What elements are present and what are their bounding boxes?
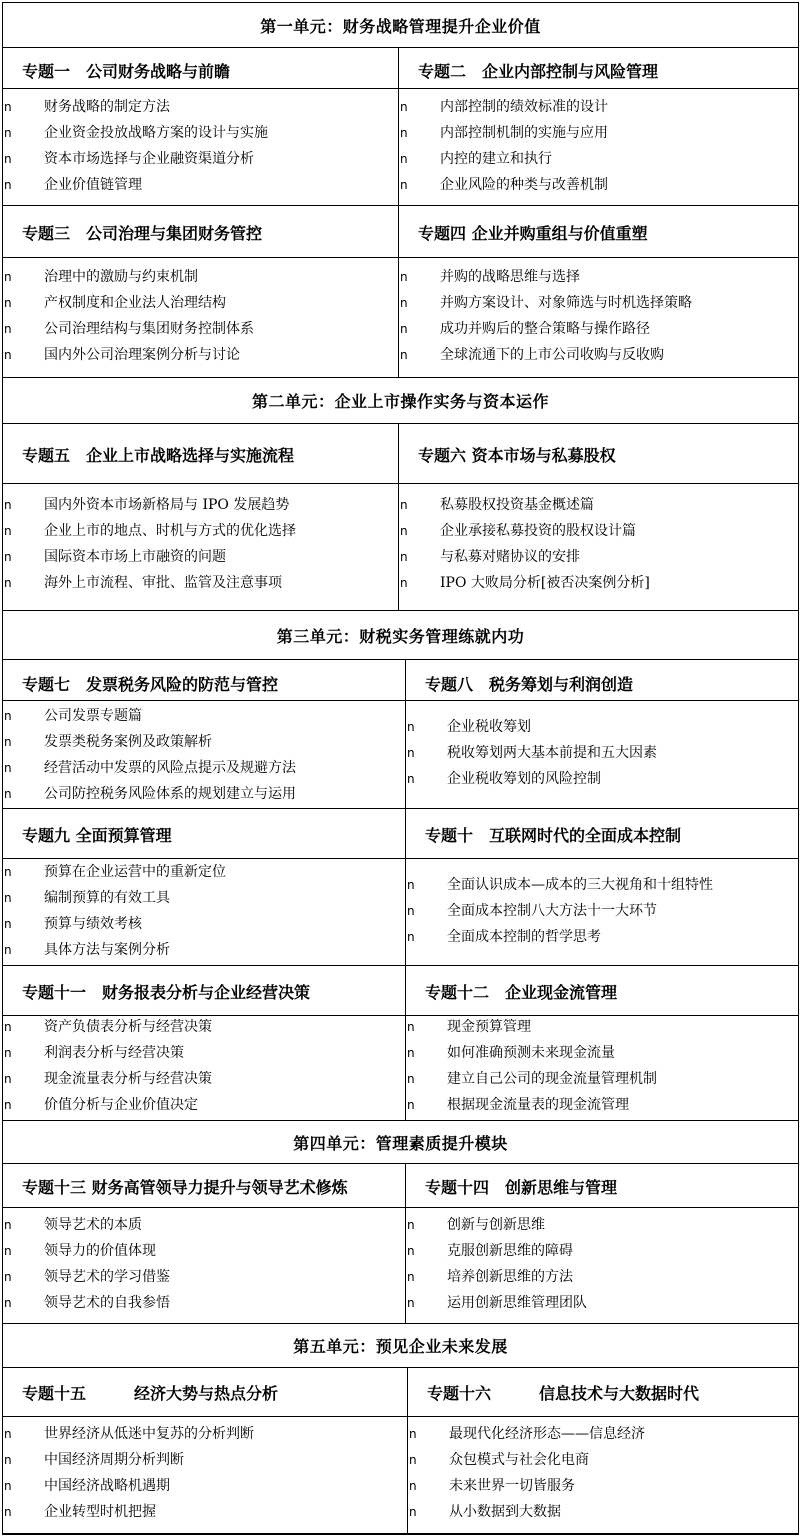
unit-header: 第一单元：财务战略管理提升企业价值 [2,2,799,48]
list-item-text: 内部控制的绩效标准的设计 [440,99,608,115]
bullet-marker: n [409,1427,417,1441]
list-item-text: 国际资本市场上市融资的问题 [44,549,226,565]
bullet-marker: n [400,152,408,166]
bullet-marker: n [407,1244,415,1258]
title-underline [2,257,799,258]
bullet-marker: n [4,735,12,749]
bullet-marker: n [400,178,408,192]
unit-header: 第三单元：财税实务管理练就内功 [2,610,799,660]
list-item-text: 企业税收筹划 [447,719,531,735]
bullet-marker: n [409,1479,417,1493]
list-item-text: 企业风险的种类与改善机制 [440,177,608,193]
title-underline [2,483,799,484]
list-item-text: 建立自己公司的现金流量管理机制 [447,1071,657,1087]
topic-title: 专题七 发票税务风险的防范与管控 [22,675,279,694]
list-item-text: 克服创新思维的障碍 [447,1243,573,1259]
list-item-text: 价值分析与企业价值决定 [44,1097,198,1113]
bullet-marker: n [400,322,408,336]
list-item-text: 根据现金流量表的现金流管理 [447,1097,629,1113]
list-item-text: 创新与创新思维 [447,1217,545,1233]
topic-title: 专题十 互联网时代的全面成本控制 [425,826,682,845]
title-underline [2,700,799,701]
column-divider [405,1164,406,1323]
topic-title: 专题九 全面预算管理 [22,826,172,845]
bullet-marker: n [409,1453,417,1467]
section-divider [2,1533,799,1534]
column-divider [398,424,399,610]
bullet-marker: n [4,152,12,166]
title-underline [2,1015,799,1016]
list-item-text: 企业价值链管理 [44,177,142,193]
bullet-marker: n [407,878,415,892]
section-divider [2,808,799,809]
bullet-marker: n [4,100,12,114]
bullet-marker: n [407,930,415,944]
list-item-text: 企业资金投放战略方案的设计与实施 [44,125,268,141]
list-item-text: 全面成本控制八大方法十一大环节 [447,903,657,919]
bullet-marker: n [407,1072,415,1086]
bullet-marker: n [407,1218,415,1232]
topic-title: 专题十二 企业现金流管理 [425,983,618,1002]
bullet-marker: n [4,1479,12,1493]
bullet-marker: n [4,576,12,590]
column-divider [405,965,406,1120]
list-item-text: 产权制度和企业法人治理结构 [44,295,226,311]
topic-title: 专题十四 创新思维与管理 [425,1178,618,1197]
list-item-text: 领导艺术的学习借鉴 [44,1269,170,1285]
topic-title: 专题四 企业并购重组与价值重塑 [418,224,648,243]
bullet-marker: n [4,1020,12,1034]
bullet-marker: n [400,550,408,564]
bullet-marker: n [400,576,408,590]
list-item-text: 众包模式与社会化电商 [449,1452,589,1468]
bullet-marker: n [4,296,12,310]
bullet-marker: n [407,772,415,786]
list-item-text: 海外上市流程、审批、监管及注意事项 [44,575,282,591]
bullet-marker: n [4,709,12,723]
list-item-text: 具体方法与案例分析 [44,942,170,958]
column-divider [398,205,399,377]
list-item-text: 领导力的价值体现 [44,1243,156,1259]
list-item-text: 治理中的激励与约束机制 [44,269,198,285]
list-item-text: 预算与绩效考核 [44,916,142,932]
bullet-marker: n [4,1505,12,1519]
list-item-text: 最现代化经济形态——信息经济 [449,1426,645,1442]
column-divider [398,48,399,205]
bullet-marker: n [4,178,12,192]
column-divider [405,660,406,808]
list-item-text: 财务战略的制定方法 [44,99,170,115]
list-item-text: 企业承接私募投资的股权设计篇 [440,523,636,539]
bullet-marker: n [4,943,12,957]
list-item-text: 公司发票专题篇 [44,708,142,724]
bullet-marker: n [4,126,12,140]
bullet-marker: n [4,524,12,538]
list-item-text: 国内外公司治理案例分析与讨论 [44,347,240,363]
bullet-marker: n [407,904,415,918]
bullet-marker: n [400,296,408,310]
bullet-marker: n [407,1020,415,1034]
list-item-text: 预算在企业运营中的重新定位 [44,864,226,880]
list-item-text: 企业税收筹划的风险控制 [447,771,601,787]
bullet-marker: n [4,891,12,905]
list-item-text: 国内外资本市场新格局与 IPO 发展趋势 [44,497,290,513]
bullet-marker: n [407,1046,415,1060]
bullet-marker: n [4,270,12,284]
column-divider [407,1368,408,1533]
list-item-text: IPO 大败局分析[被否决案例分析] [440,575,650,591]
bullet-marker: n [4,865,12,879]
title-underline [2,858,799,859]
bullet-marker: n [4,1072,12,1086]
bullet-marker: n [4,498,12,512]
bullet-marker: n [407,1270,415,1284]
bullet-marker: n [4,1098,12,1112]
list-item-text: 运用创新思维管理团队 [447,1295,587,1311]
section-divider [2,1323,799,1324]
section-divider [2,377,799,378]
list-item-text: 并购的战略思维与选择 [440,269,580,285]
list-item-text: 税收筹划两大基本前提和五大因素 [447,745,657,761]
bullet-marker: n [4,1046,12,1060]
list-item-text: 资产负债表分析与经营决策 [44,1019,212,1035]
bullet-marker: n [400,100,408,114]
list-item-text: 经营活动中发票的风险点提示及规避方法 [44,760,296,776]
topic-title: 专题六 资本市场与私募股权 [418,446,616,465]
list-item-text: 资本市场选择与企业融资渠道分析 [44,151,254,167]
list-item-text: 公司防控税务风险体系的规划建立与运用 [44,786,296,802]
bullet-marker: n [409,1505,417,1519]
unit-header: 第二单元：企业上市操作实务与资本运作 [2,377,799,424]
list-item-text: 发票类税务案例及政策解析 [44,734,212,750]
bullet-marker: n [407,1296,415,1310]
topic-title: 专题二 企业内部控制与风险管理 [418,62,659,81]
list-item-text: 未来世界一切皆服务 [449,1478,575,1494]
list-item-text: 培养创新思维的方法 [447,1269,573,1285]
list-item-text: 从小数据到大数据 [449,1504,561,1520]
list-item-text: 内部控制机制的实施与应用 [440,125,608,141]
bullet-marker: n [4,1218,12,1232]
topic-title: 专题三 公司治理与集团财务管控 [22,224,263,243]
section-divider [2,205,799,206]
topic-title: 专题八 税务筹划与利润创造 [425,675,634,694]
list-item-text: 利润表分析与经营决策 [44,1045,184,1061]
title-underline [2,88,799,89]
bullet-marker: n [407,746,415,760]
list-item-text: 领导艺术的本质 [44,1217,142,1233]
bullet-marker: n [400,270,408,284]
list-item-text: 中国经济周期分析判断 [44,1452,184,1468]
list-item-text: 世界经济从低迷中复苏的分析判断 [44,1426,254,1442]
bullet-marker: n [4,1270,12,1284]
list-item-text: 内控的建立和执行 [440,151,552,167]
topic-title: 专题十一 财务报表分析与企业经营决策 [22,983,311,1002]
list-item-text: 如何准确预测未来现金流量 [447,1045,615,1061]
section-divider [2,1120,799,1121]
topic-title: 专题十五 经济大势与热点分析 [22,1384,279,1403]
list-item-text: 并购方案设计、对象筛选与时机选择策略 [440,295,692,311]
list-item-text: 编制预算的有效工具 [44,890,170,906]
topic-title: 专题一 公司财务战略与前瞻 [22,62,231,81]
bullet-marker: n [4,917,12,931]
list-item-text: 与私募对赌协议的安排 [440,549,580,565]
bullet-marker: n [407,720,415,734]
bullet-marker: n [400,126,408,140]
bullet-marker: n [4,322,12,336]
list-item-text: 企业上市的地点、时机与方式的优化选择 [44,523,296,539]
list-item-text: 成功并购后的整合策略与操作路径 [440,321,650,337]
list-item-text: 公司治理结构与集团财务控制体系 [44,321,254,337]
unit-header: 第四单元：管理素质提升模块 [2,1120,799,1164]
list-item-text: 现金流量表分析与经营决策 [44,1071,212,1087]
bullet-marker: n [4,1453,12,1467]
bullet-marker: n [4,761,12,775]
list-item-text: 全面认识成本—成本的三大视角和十组特性 [447,877,713,893]
section-divider [2,610,799,611]
section-divider [2,965,799,966]
list-item-text: 领导艺术的自我参悟 [44,1295,170,1311]
list-item-text: 企业转型时机把握 [44,1504,156,1520]
bullet-marker: n [4,1296,12,1310]
bullet-marker: n [4,348,12,362]
bullet-marker: n [4,1244,12,1258]
topic-title: 专题十三 财务高管领导力提升与领导艺术修炼 [22,1178,348,1197]
bullet-marker: n [400,524,408,538]
bullet-marker: n [4,550,12,564]
title-underline [2,1207,799,1208]
topic-title: 专题十六 信息技术与大数据时代 [427,1384,700,1403]
title-underline [2,1416,799,1417]
list-item-text: 现金预算管理 [447,1019,531,1035]
list-item-text: 中国经济战略机遇期 [44,1478,170,1494]
column-divider [405,808,406,965]
bullet-marker: n [4,787,12,801]
bullet-marker: n [400,348,408,362]
list-item-text: 全球流通下的上市公司收购与反收购 [440,347,664,363]
bullet-marker: n [4,1427,12,1441]
topic-title: 专题五 企业上市战略选择与实施流程 [22,446,295,465]
list-item-text: 私募股权投资基金概述篇 [440,497,594,513]
bullet-marker: n [400,498,408,512]
bullet-marker: n [407,1098,415,1112]
list-item-text: 全面成本控制的哲学思考 [447,929,601,945]
unit-header: 第五单元：预见企业未来发展 [2,1323,799,1368]
